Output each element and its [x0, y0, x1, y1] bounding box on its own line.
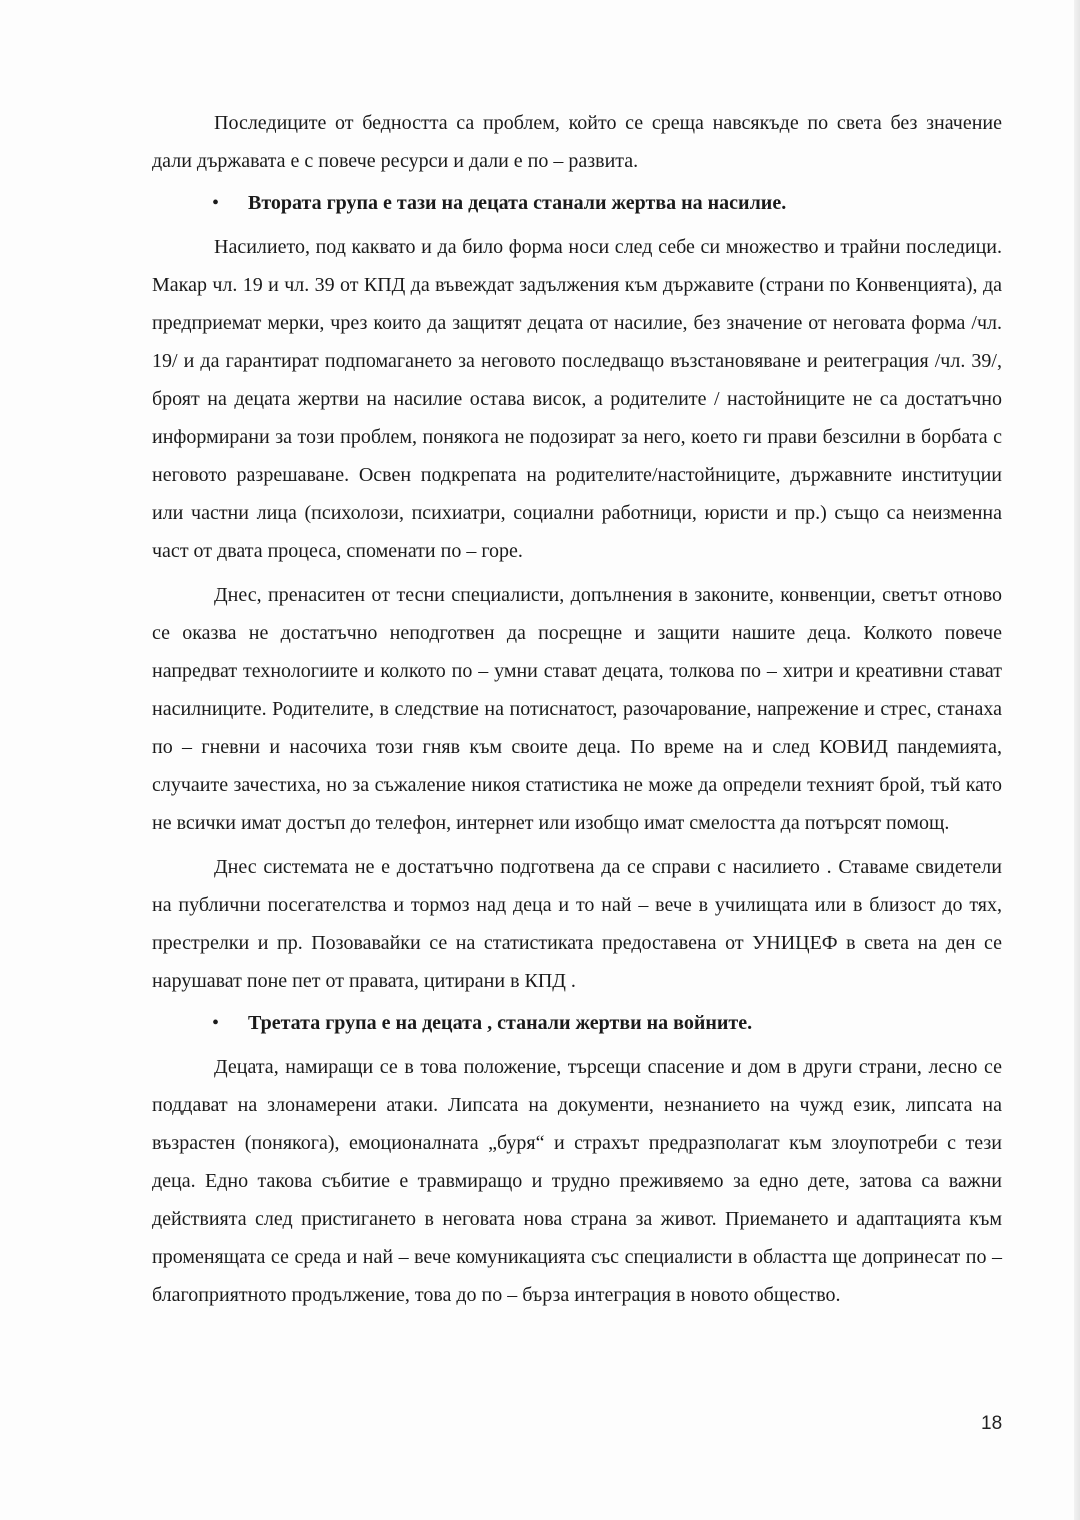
- paragraph-system-not-ready: Днес системата не е достатъчно подготвена да се справи с насилието . Ставаме свидетели на публични посегателства и тормоз над деца и то най – вече в училищата или в близост до тях, престрелки и пр. Позовавайки се на статистиката предоставена от УНИЦЕФ в света на ден се нарушават поне пет от правата, цитирани в КПД .: [152, 856, 1002, 992]
- page-edge-shadow: [1074, 0, 1080, 1520]
- bullet-third-group-text: Третата група е на децата , станали жертви на войните.: [248, 1012, 753, 1034]
- bullet-third-group: [152, 1004, 1002, 1042]
- bullet-icon: •: [212, 192, 220, 214]
- paragraph-poverty-consequences: Последиците от бедността са проблем, който се среща навсякъде по света без значение дали държавата е с повече ресурси и дали е по – развита.: [152, 112, 1002, 172]
- page-number: 18: [981, 1413, 1003, 1434]
- page-body: [152, 104, 1002, 1314]
- bullet-second-group: [152, 184, 1002, 222]
- paragraph-war-children: Децата, намиращи се в това положение, търсещи спасение и дом в други страни, лесно се поддават на злонамерени атаки. Липсата на документи, незнанието на чужд език, липсата на възрастен (понякога), емоционалната „буря“ и страхът предразполагат към злоупотреби с тези деца. Едно такова събитие е травмиращо и трудно преживяемо за едно дете, затова са важни действията след пристигането в неговата нова страна за живот. Приемането и адаптацията към променящата се среда и най – вече комуникацията със специалисти в областта ще допринесат по – благоприятното продължение, това до по – бърза интеграция в новото общество.: [152, 1056, 1002, 1306]
- paragraph-today-specialists: Днес, пренаситен от тесни специалисти, допълнения в законите, конвенции, светът отново се оказва не достатъчно неподготвен да посрещне и защити нашите деца. Колкото повече напредват технологиите и колкото по – умни стават децата, толкова по – хитри и креативни стават насилниците. Родителите, в следствие на потиснатост, разочарование, напрежение и стрес, станаха по – гневни и насочиха този гняв към своите деца. По време на и след КОВИД пандемията, случаите зачестиха, но за съжаление никоя статистика не може да определи техният брой, тъй като не всички имат достъп до телефон, интернет или изобщо имат смелостта да потърсят помощ.: [152, 584, 1002, 834]
- bullet-second-group-text: Втората група е тази на децата станали жертва на насилие.: [248, 192, 787, 214]
- paragraph-violence: Насилието, под каквато и да било форма носи след себе си множество и трайни последици. Макар чл. 19 и чл. 39 от КПД да въвеждат задължения към държавите (страни по Конвенцията), да предприемат мерки, чрез които да защитят децата от насилие, без значение от неговата форма /чл. 19/ и да гарантират подпомагането за неговото последващо възстановяване и реитеграция /чл. 39/, броят на децата жертви на насилие остава висок, а родителите / настойниците не са достатъчно информирани за този проблем, понякога не подозират за него, което ги прави безсилни в борбата с неговото разрешаване. Освен подкрепата на родителите/настойниците, държавните институции или частни лица (психолози, психиатри, социални работници, юристи и пр.) също са неизменна част от двата процеса, споменати по – горе.: [152, 236, 1002, 562]
- bullet-icon: •: [212, 1012, 220, 1034]
